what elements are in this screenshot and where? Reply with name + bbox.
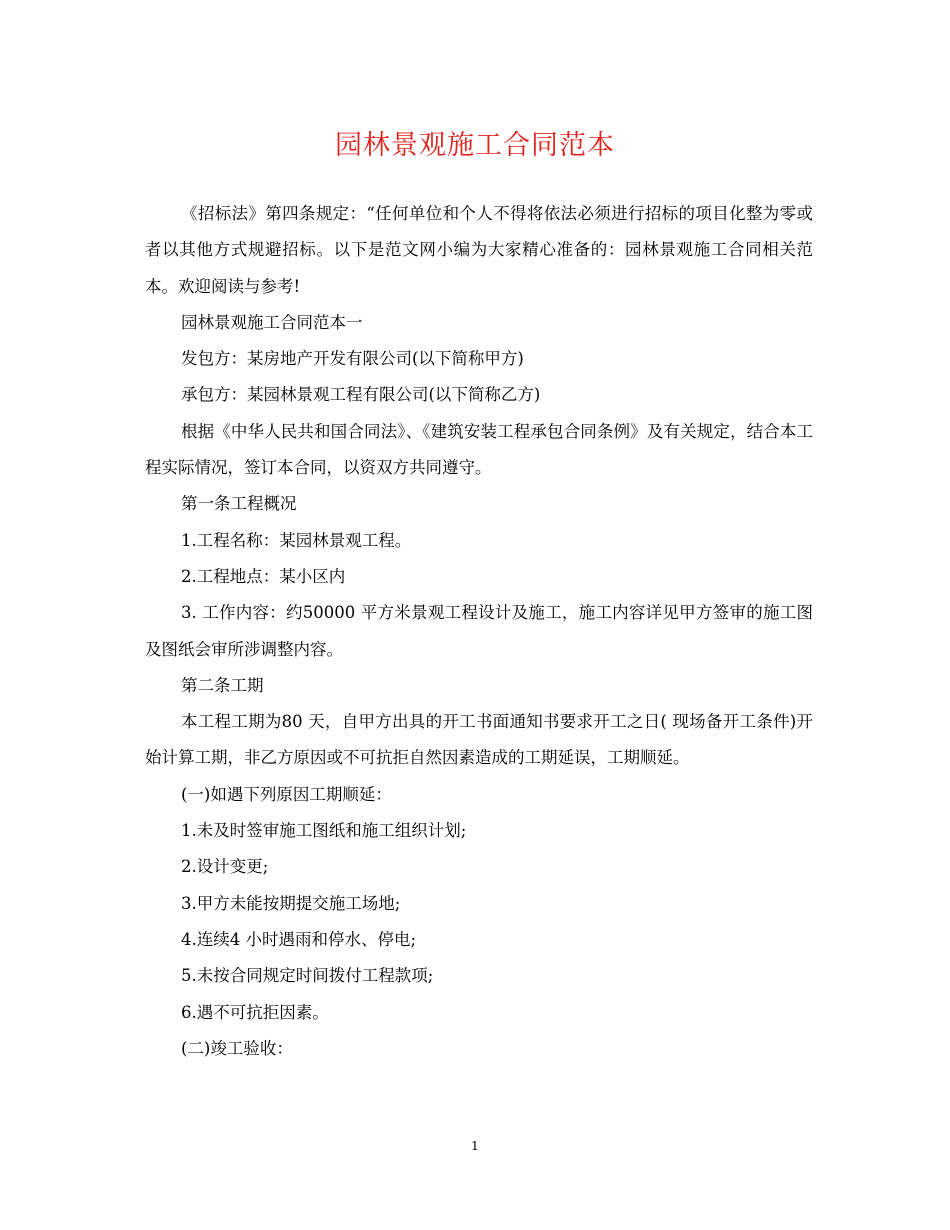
paragraph-extension-heading: (一)如遇下列原因工期顺延： bbox=[181, 784, 392, 804]
paragraph-work-content: 3. 工作内容：约50000 平方米景观工程设计及施工，施工内容详见甲方签审的施工图及图纸会审所涉调整内容。 bbox=[145, 603, 813, 659]
document-title: 园林景观施工合同范本 bbox=[335, 130, 615, 161]
paragraph-reason-2: 2.设计变更; bbox=[181, 857, 269, 877]
paragraph-duration: 本工程工期为80 天，自甲方出具的开工书面通知书要求开工之日( 现场备开工条件)开始计算工期，非乙方原因或不可抗拒自然因素造成的工期延误，工期顺延。 bbox=[145, 712, 813, 768]
paragraph-acceptance-heading: (二)竣工验收： bbox=[181, 1038, 293, 1058]
paragraph-article-one: 第一条工程概况 bbox=[181, 494, 297, 514]
paragraph-reason-5: 5.未按合同规定时间拨付工程款项; bbox=[181, 966, 434, 986]
paragraph-legal-basis: 根据《中华人民共和国合同法》、《建筑安装工程承包合同条例》及有关规定，结合本工程实际情况，签订本合同，以资双方共同遵守。 bbox=[145, 421, 813, 478]
paragraph-project-location: 2.工程地点：某小区内 bbox=[181, 566, 346, 586]
document-body bbox=[145, 196, 813, 1067]
paragraph-article-two: 第二条工期 bbox=[181, 675, 264, 695]
paragraph-party-a: 发包方：某房地产开发有限公司(以下简称甲方) bbox=[181, 349, 524, 369]
paragraph-intro: 《招标法》第四条规定：“任何单位和个人不得将依法必须进行招标的项目化整为零或者以其他方式规避招标。以下是范文网小编为大家精心准备的：园林景观施工合同相关范本。欢迎阅读与参考! bbox=[145, 204, 813, 296]
page-number: 1 bbox=[471, 1139, 479, 1153]
paragraph-reason-3: 3.甲方未能按期提交施工场地; bbox=[181, 893, 401, 913]
paragraph-reason-6: 6.遇不可抗拒因素。 bbox=[181, 1002, 329, 1022]
paragraph-heading-sample-one: 园林景观施工合同范本一 bbox=[181, 312, 363, 332]
paragraph-reason-4: 4.连续4 小时遇雨和停水、停电; bbox=[181, 929, 417, 949]
paragraph-reason-1: 1.未及时签审施工图纸和施工组织计划; bbox=[181, 821, 467, 841]
paragraph-party-b: 承包方：某园林景观工程有限公司(以下简称乙方) bbox=[181, 385, 541, 405]
paragraph-project-name: 1.工程名称：某园林景观工程。 bbox=[181, 530, 412, 550]
